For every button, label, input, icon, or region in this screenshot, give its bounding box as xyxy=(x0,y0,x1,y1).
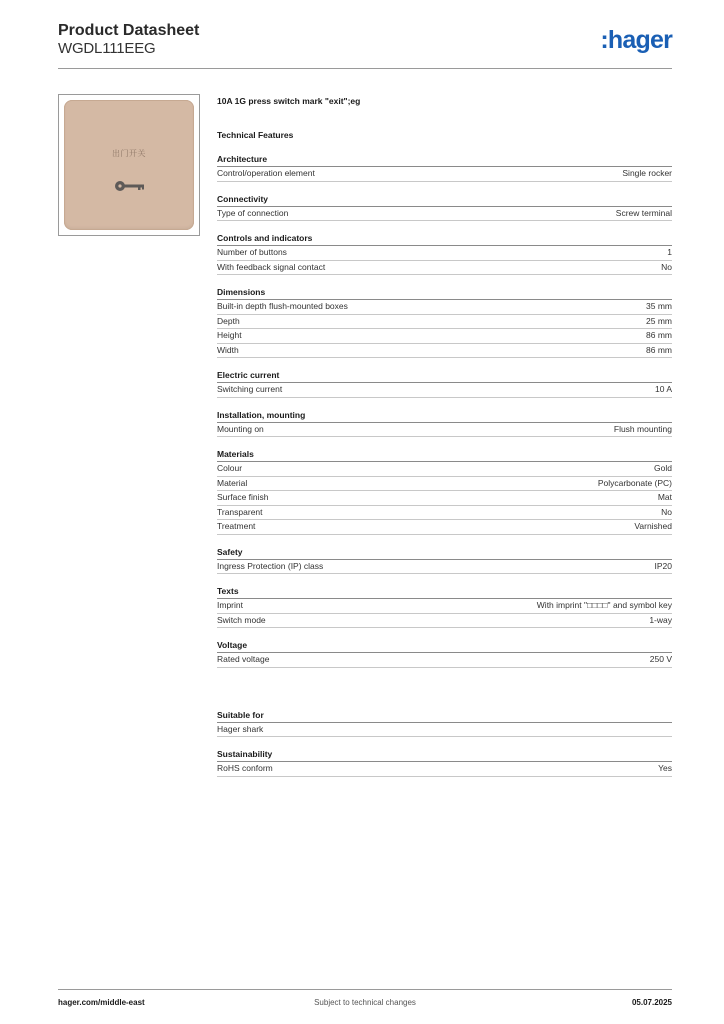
spec-row xyxy=(217,599,672,614)
spec-value: Yes xyxy=(658,763,672,773)
section-title: Suitable for xyxy=(217,709,672,723)
spec-label: Switching current xyxy=(217,384,283,394)
section-suitable xyxy=(217,709,672,738)
spec-row xyxy=(217,477,672,492)
section-sustainability xyxy=(217,748,672,777)
section-controls xyxy=(217,232,672,275)
header-divider xyxy=(58,68,672,69)
spec-value: 250 V xyxy=(649,654,672,664)
spec-value: 10 A xyxy=(654,384,672,394)
switch-plate xyxy=(64,100,194,230)
section-spacer xyxy=(217,679,672,709)
spec-label: RoHS conform xyxy=(217,763,273,773)
section-voltage xyxy=(217,639,672,668)
spec-row xyxy=(217,723,672,738)
section-safety xyxy=(217,546,672,575)
feature-sections xyxy=(217,153,672,668)
section-materials xyxy=(217,448,672,535)
section-title: Safety xyxy=(217,546,672,560)
spec-value: 25 mm xyxy=(646,315,672,326)
spec-label: Treatment xyxy=(217,521,256,531)
spec-row xyxy=(217,520,672,535)
section-connectivity xyxy=(217,193,672,222)
product-name: 10A 1G press switch mark "exit";eg xyxy=(217,96,361,106)
spec-value: 1-way xyxy=(649,614,672,625)
footer-date: 05.07.2025 xyxy=(631,998,672,1007)
footer-divider xyxy=(58,989,672,990)
document-title: Product Datasheet xyxy=(58,22,200,39)
spec-label: Number of buttons xyxy=(217,247,287,257)
switch-imprint: 出门开关 xyxy=(112,149,146,158)
spec-label: Transparent xyxy=(217,506,263,517)
section-title: Materials xyxy=(217,448,672,462)
section-installation xyxy=(217,409,672,438)
spec-label: Depth xyxy=(217,315,240,326)
spec-label: Colour xyxy=(217,463,243,473)
section-title: Voltage xyxy=(217,639,672,653)
section-electric xyxy=(217,369,672,398)
spec-value: Gold xyxy=(654,463,672,473)
extra-sections xyxy=(217,709,672,777)
section-title: Dimensions xyxy=(217,286,672,300)
spec-label: Height xyxy=(217,330,242,340)
spec-row xyxy=(217,423,672,438)
section-title: Electric current xyxy=(217,369,672,383)
spec-value: Mat xyxy=(657,492,672,502)
hager-logo: :hager xyxy=(600,26,672,54)
spec-label: Hager shark xyxy=(217,723,264,734)
spec-row xyxy=(217,261,672,276)
spec-value: Single rocker xyxy=(622,168,672,178)
spec-row xyxy=(217,462,672,477)
spec-value: 35 mm xyxy=(646,301,672,311)
spec-row xyxy=(217,207,672,222)
spec-value: Screw terminal xyxy=(615,207,672,218)
spec-value: Varnished xyxy=(634,521,672,531)
section-architecture xyxy=(217,153,672,182)
spec-row xyxy=(217,653,672,668)
key-icon xyxy=(112,179,148,193)
spec-row xyxy=(217,614,672,629)
page-footer xyxy=(58,997,672,1009)
spec-row xyxy=(217,506,672,521)
footer-notice: Subject to technical changes xyxy=(314,998,416,1007)
spec-row xyxy=(217,315,672,330)
spec-label: Width xyxy=(217,344,239,355)
spec-row xyxy=(217,329,672,344)
spec-label: Ingress Protection (IP) class xyxy=(217,560,324,571)
spec-label: Built-in depth flush-mounted boxes xyxy=(217,301,348,311)
spec-row xyxy=(217,246,672,261)
footer-website: hager.com/middle-east xyxy=(58,998,145,1007)
spec-row xyxy=(217,344,672,359)
spec-value: 86 mm xyxy=(646,330,672,340)
spec-value: No xyxy=(661,506,672,517)
spec-row xyxy=(217,383,672,398)
spec-row xyxy=(217,762,672,777)
spec-label: Rated voltage xyxy=(217,654,270,664)
section-title: Connectivity xyxy=(217,193,672,207)
product-code: WGDL111EEG xyxy=(58,40,156,57)
spec-label: Switch mode xyxy=(217,614,266,625)
spec-row xyxy=(217,300,672,315)
spec-value: With imprint "□□□□" and symbol key xyxy=(536,600,672,610)
spec-label: Control/operation element xyxy=(217,168,315,178)
spec-label: Type of connection xyxy=(217,207,289,218)
spec-row xyxy=(217,491,672,506)
spec-label: Mounting on xyxy=(217,423,264,434)
spec-value: No xyxy=(661,261,672,272)
datasheet-content xyxy=(217,95,672,788)
spec-value: Flush mounting xyxy=(613,423,672,434)
section-title: Texts xyxy=(217,585,672,599)
spec-label: Imprint xyxy=(217,600,243,610)
spec-row xyxy=(217,560,672,575)
product-image xyxy=(58,94,200,236)
section-texts xyxy=(217,585,672,628)
spec-value: 86 mm xyxy=(646,344,672,355)
page-header xyxy=(58,22,672,66)
section-title: Installation, mounting xyxy=(217,409,672,423)
spec-label: Surface finish xyxy=(217,492,269,502)
section-title: Architecture xyxy=(217,153,672,167)
section-title: Sustainability xyxy=(217,748,672,762)
section-dimensions xyxy=(217,286,672,358)
section-title: Controls and indicators xyxy=(217,232,672,246)
spec-value: IP20 xyxy=(654,560,672,571)
spec-label: With feedback signal contact xyxy=(217,261,326,272)
technical-features-heading: Technical Features xyxy=(217,130,294,140)
spec-row xyxy=(217,167,672,182)
spec-label: Material xyxy=(217,477,248,488)
spec-value: 1 xyxy=(667,247,672,257)
spec-value: Polycarbonate (PC) xyxy=(597,477,672,488)
